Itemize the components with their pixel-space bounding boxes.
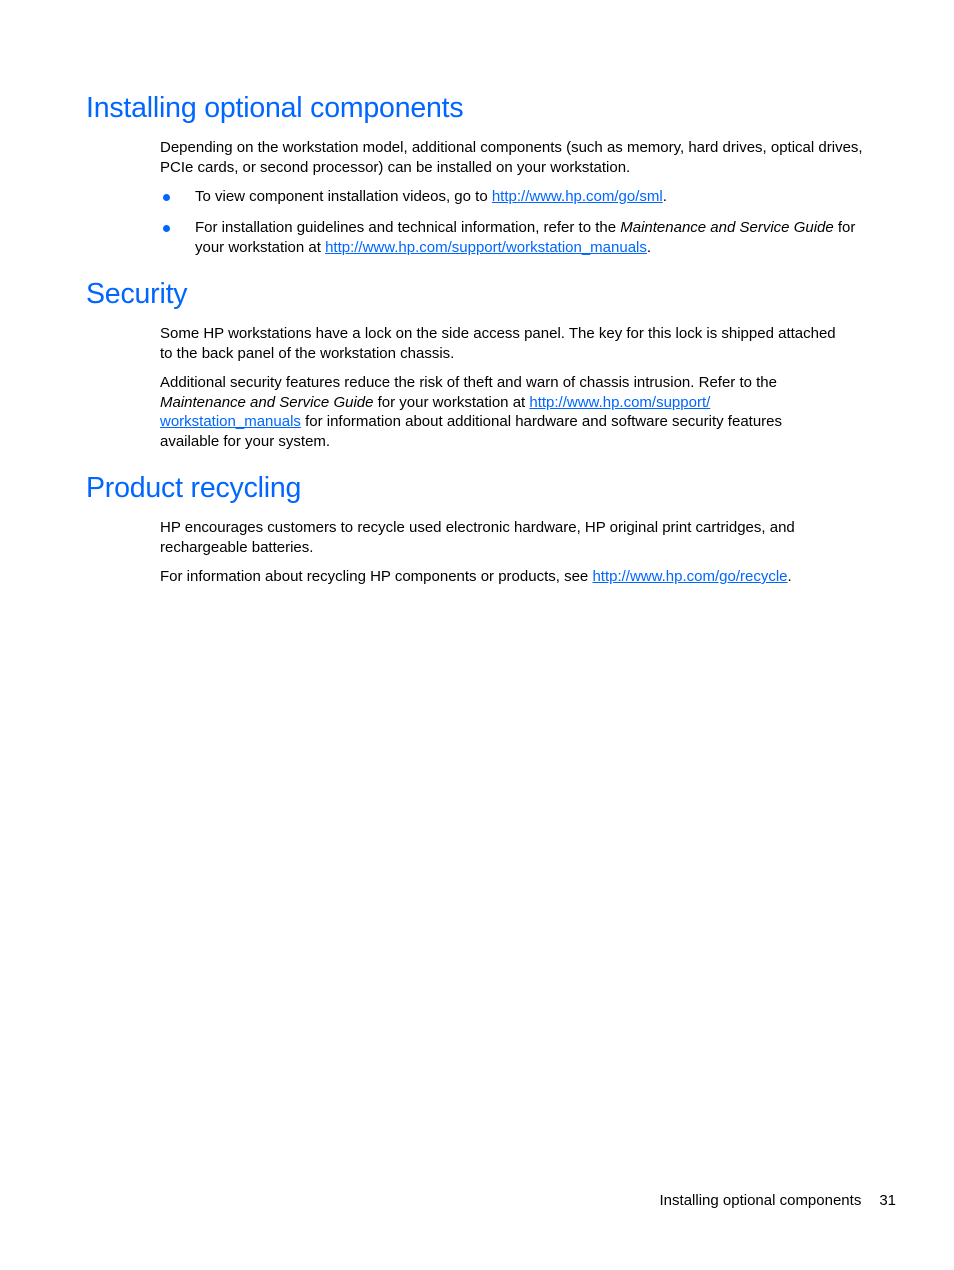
heading-installing-optional-components: Installing optional components (86, 92, 464, 124)
bullet-icon (163, 194, 170, 201)
guide-title-emphasis: Maintenance and Service Guide (160, 393, 374, 411)
installing-intro-paragraph: Depending on the workstation model, additional components (such as memory, hard drives, optical drives, PCIe cards, or second processor) can be installed on your workstation. (160, 139, 863, 176)
support-link[interactable]: http://www.hp.com/support/ (529, 393, 711, 411)
list-item-text: To view component installation videos, go to http://www.hp.com/go/sml. (195, 188, 667, 205)
heading-product-recycling: Product recycling (86, 472, 302, 504)
recycling-info-paragraph: For information about recycling HP components or products, see http://www.hp.com/go/recycle. (160, 568, 792, 585)
recycling-intro-paragraph: HP encourages customers to recycle used electronic hardware, HP original print cartridges, and rechargeable batteries. (160, 519, 795, 556)
sml-link[interactable]: http://www.hp.com/go/sml (491, 188, 663, 205)
list-item-text: For installation guidelines and technical information, refer to the Maintenance and Service Guide for your workstation at http://www.hp.com/support/workstation_manuals. (195, 219, 856, 256)
workstation-manuals-link[interactable]: http://www.hp.com/support/workstation_manuals (325, 238, 647, 256)
page-number: 31 (879, 1192, 896, 1209)
security-features-paragraph: Additional security features reduce the risk of theft and warn of chassis intrusion. Refer to the Maintenance and Service Guide for your workstation at http://www.hp.com/support/ workstation_manuals for information about additional hardware and software security features available for your system. (160, 374, 783, 450)
footer-section-title: Installing optional components (659, 1192, 862, 1209)
workstation-manuals-link[interactable]: workstation_manuals (160, 413, 301, 430)
guide-title-emphasis: Maintenance and Service Guide (620, 219, 834, 236)
list-item-guidelines (160, 218, 885, 257)
heading-security: Security (86, 278, 188, 310)
list-item-videos (160, 187, 885, 207)
recycle-link[interactable]: http://www.hp.com/go/recycle (592, 568, 788, 585)
page-footer (660, 1191, 896, 1210)
security-lock-paragraph: Some HP workstations have a lock on the side access panel. The key for this lock is shipped attached to the back panel of the workstation chassis. (160, 325, 836, 362)
bullet-icon (163, 225, 170, 232)
